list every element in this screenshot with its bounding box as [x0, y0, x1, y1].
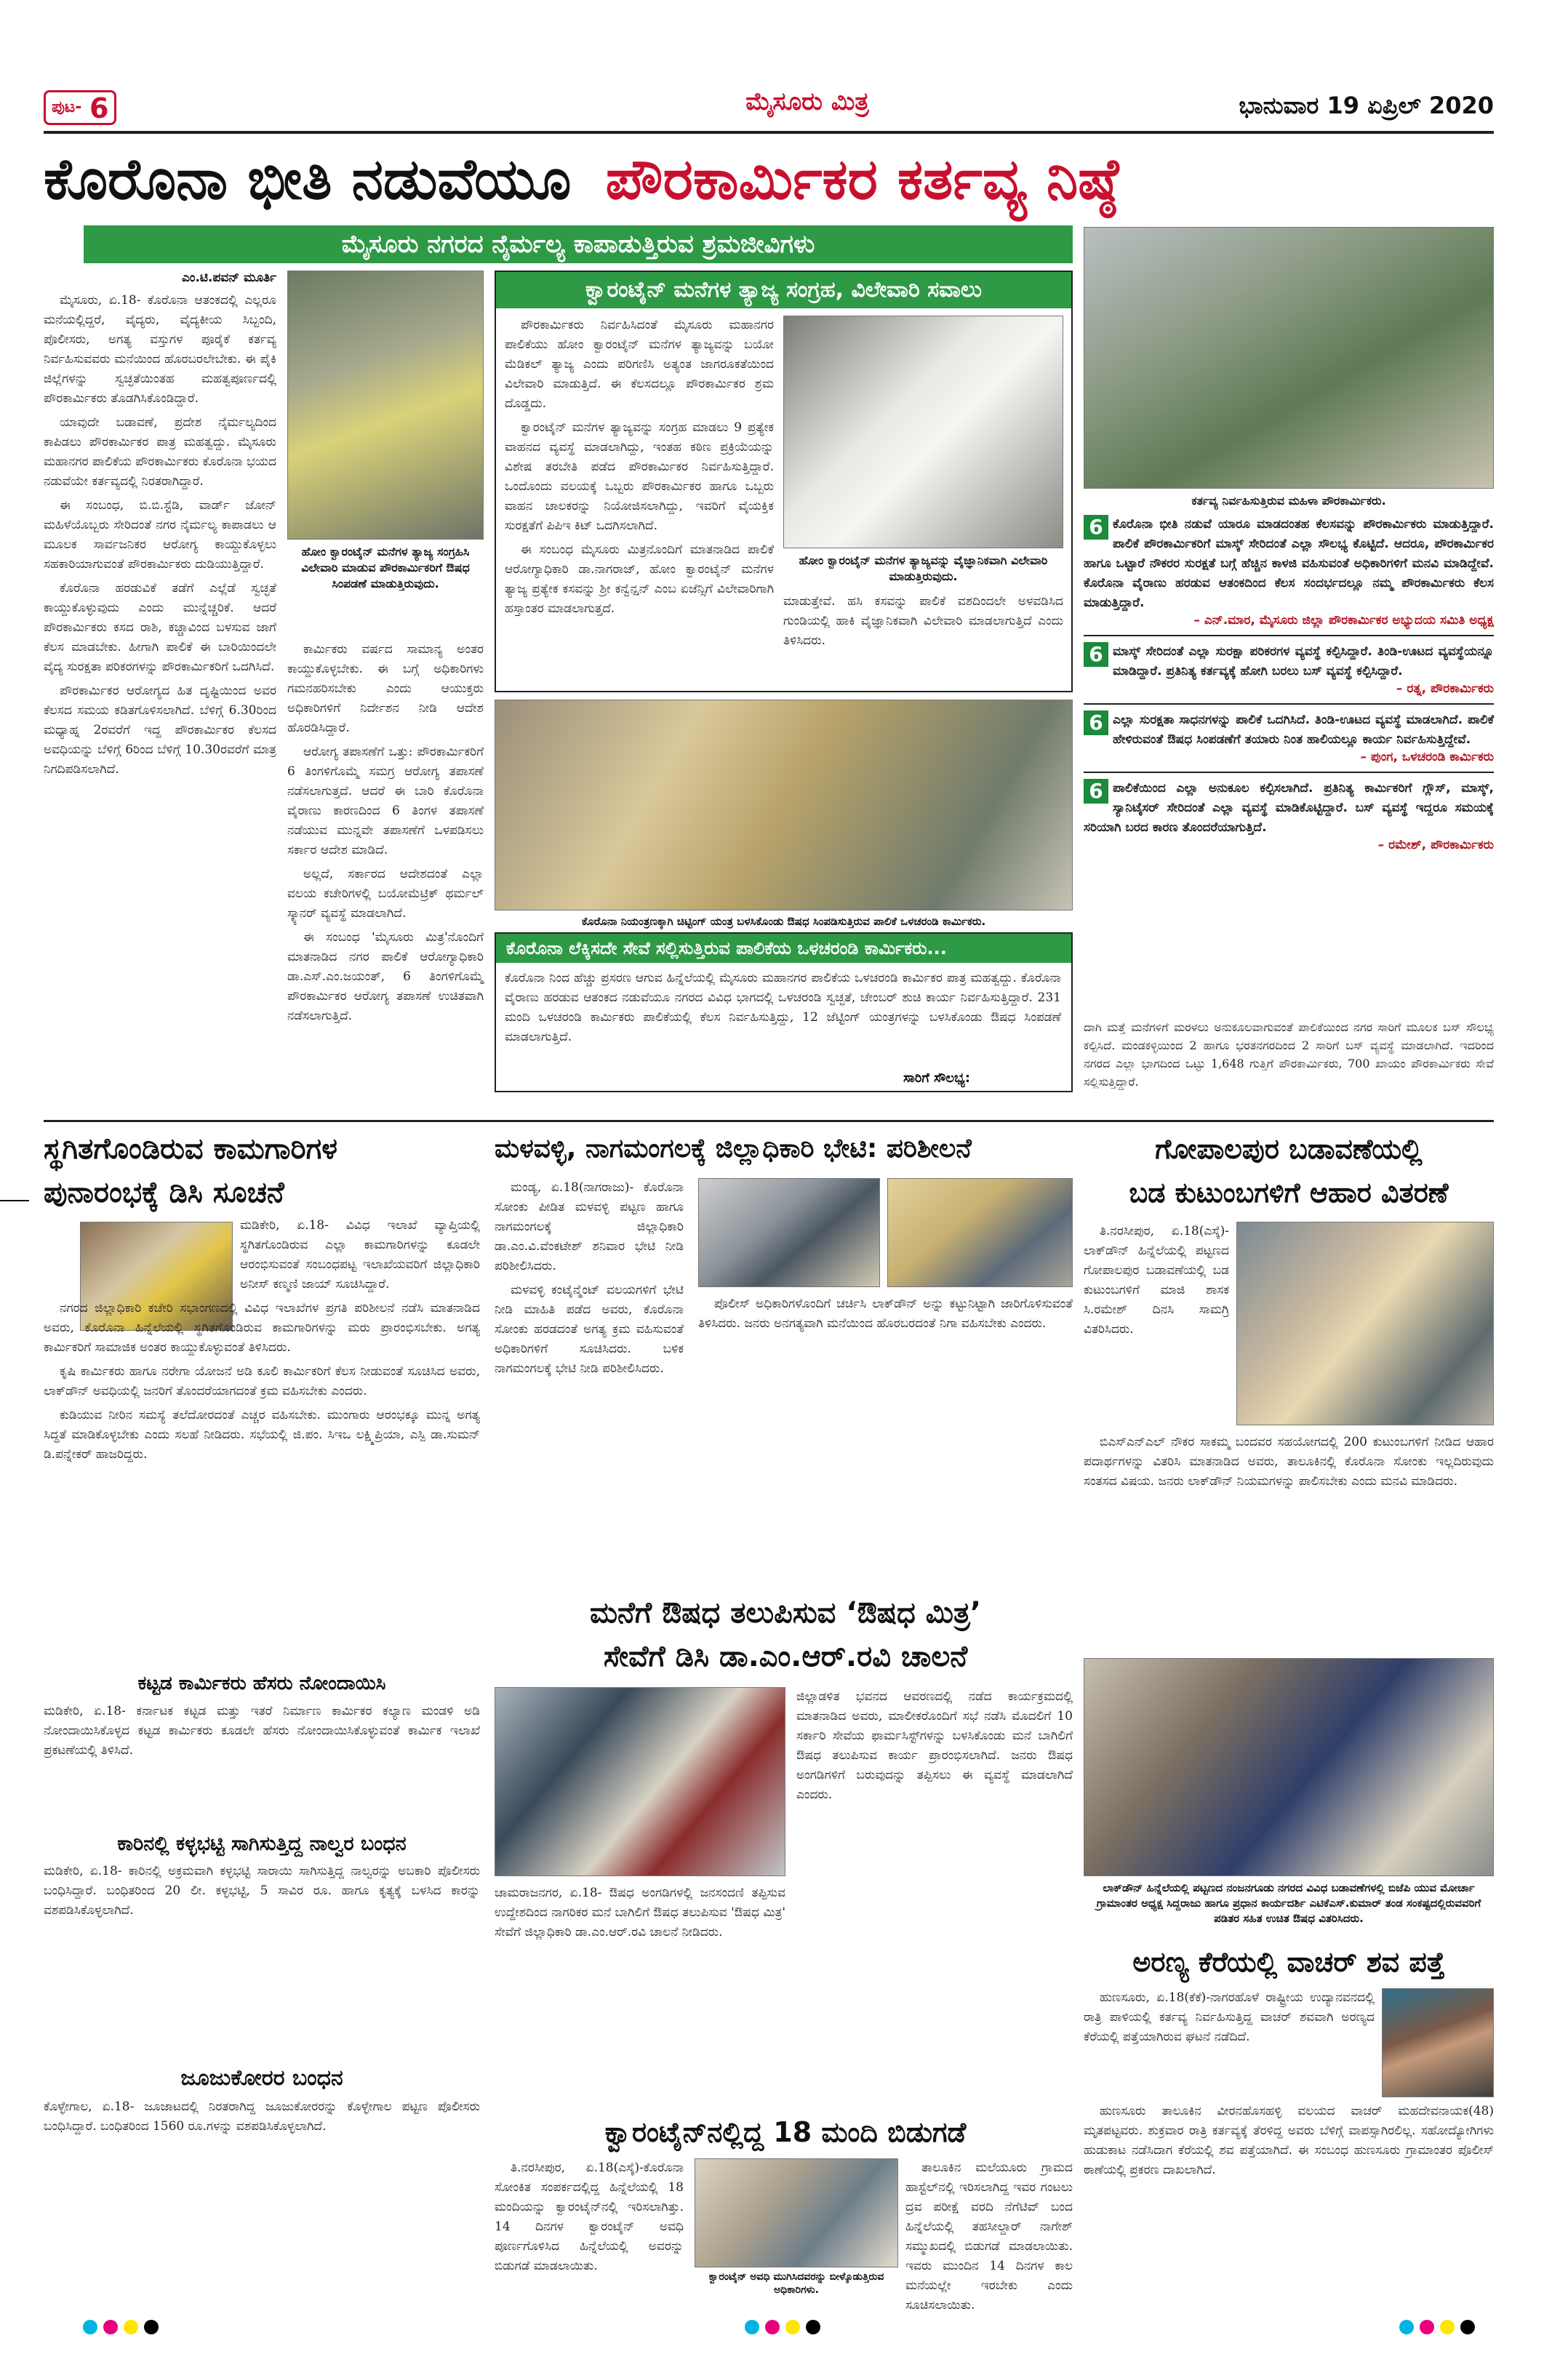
women-workers-caption: ಕರ್ತವ್ಯ ನಿರ್ವಹಿಸುತ್ತಿರುವ ಮಹಿಳಾ ಪೌರಕಾರ್ಮಿಕರು. [1191, 494, 1386, 508]
registration-dots-right [1396, 2320, 1478, 2337]
lead-banner-text: ಮೈಸೂರು ನಗರದ ನೈರ್ಮಲ್ಯ ಕಾಪಾಡುತ್ತಿರುವ ಶ್ರಮಜೀವಿಗಳು [341, 230, 815, 259]
quarantine-body-col1 [505, 316, 774, 686]
transport-side-text: ದಾಗಿ ಮತ್ತೆ ಮನೆಗಳಿಗೆ ಮರಳಲು ಅನುಕೂಲವಾಗುವಂತೆ ಪಾಲಿಕೆಯಿಂದ ನಗರ ಸಾರಿಗೆ ಮೂಲಕ ಬಸ್ ಸೌಲಭ್ಯ ಕಲ್ಪಿಸಿದೆ. ಮಂಡಕಳ್ಳಿಯಿಂದ 2 ಹಾಗೂ ಭರತನಗರದಿಂದ 2 ಸಾರಿಗೆ ಬಸ್ ವ್ಯವಸ್ಥೆ ಮಾಡಲಾಗಿದೆ. ಇದರಿಂದ ನಗರದ ಎಲ್ಲಾ ಭಾಗದಿಂದ ಒಟ್ಟು 1,648 ಗುತ್ತಿಗೆ ಪೌರಕಾರ್ಮಿಕರು, 700 ಖಾಯಂ ಪೌರಕಾರ್ಮಿಕರು ಸೇವೆ ಸಲ್ಲಿಸುತ್ತಿದ್ದಾರೆ. [1084, 1020, 1494, 1089]
lead-para: ಆರೋಗ್ಯ ತಪಾಸಣೆಗೆ ಒತ್ತು: ಪೌರಕಾರ್ಮಿಕರಿಗೆ 6 ತಿಂಗಳಿಗೊಮ್ಮೆ ಸಮಗ್ರ ಆರೋಗ್ಯ ತಪಾಸಣೆ ನಡೆಸಲಾಗುತ್ತದೆ. ಆದರೆ ಈ ಬಾರಿ ಕೊರೊನಾ ವೈರಾಣು ಕಾರಣದಿಂದ 6 ತಿಂಗಳ ತಪಾಸಣೆ ನಡೆಯುವ ಮುನ್ನವೇ ತಪಾಸಣೆಗೆ ಒಳಪಡಿಸಲು ಸರ್ಕಾರ ಆದೇಶ ಮಾಡಿದೆ. [287, 745, 484, 857]
watcher-headline: ಅರಣ್ಯ ಕೆರೆಯಲ್ಲಿ ವಾಚರ್ ಶವ ಪತ್ತೆ [1132, 1946, 1445, 1978]
lead-para: ಈ ಸಂಬಂಧ, ಬಿ.ಬಿ.ಸ್ಟೆಡಿ, ವಾರ್ಡ್ ಜೋನ್ ಮಹಿಳೆಯೊಬ್ಬರು ಸೇರಿದಂತೆ ನಗರ ನೈರ್ಮಲ್ಯ ಕಾಪಾಡಲು ಆ ಮೂಲಕ ಸಾರ್ವಜನಿಕರ ಆರೋಗ್ಯ ಕಾಯ್ದುಕೊಳ್ಳಲು ಸಹಕಾರಿಯಾಗುವಂತೆ ಪೌರಕಾರ್ಮಿಕರು ದುಡಿಯುತ್ತಿದ್ದಾರೆ. [44, 498, 276, 572]
sanitizing-photo-caption: ಹೋಂ ಕ್ವಾರಂಟೈನ್ ಮನೆಗಳ ತ್ಯಾಜ್ಯ ಸಂಗ್ರಹಿಸಿ ವಿಲೇವಾರಿ ಮಾಡುವ ಪೌರಕಾರ್ಮಿಕರಿಗೆ ಔಷಧ ಸಿಂಪಡಣೆ ಮಾಡುತ್ತಿರುವುದು. [301, 545, 470, 590]
page-label: ಪುಟ- [52, 98, 82, 116]
resume-para: ನಗರದ ಜಿಲ್ಲಾಧಿಕಾರಿ ಕಚೇರಿ ಸಭಾಂಗಣದಲ್ಲಿ ವಿವಿಧ ಇಲಾಖೆಗಳ ಪ್ರಗತಿ ಪರಿಶೀಲನೆ ನಡೆಸಿ ಮಾತನಾಡಿದ ಅವರು, ಕೊರೊನಾ ಹಿನ್ನೆಲೆಯಲ್ಲಿ ಸ್ಥಗಿತಗೊಂಡಿರುವ ಕಾಮಗಾರಿಗಳನ್ನು ಮರು ಪ್ರಾರಂಭಿಸಬೇಕು. ಅಗತ್ಯ ಕಾರ್ಮಿಕರಿಗೆ ಸಾಮಾಜಿಕ ಅಂತರ ಕಾಯ್ದುಕೊಳ್ಳುವಂತೆ ತಿಳಿಸಿದರು. [44, 1301, 481, 1355]
quote-text: ಮಾಸ್ಕ್ ಸೇರಿದಂತೆ ಎಲ್ಲಾ ಸುರಕ್ಷಾ ಪರಿಕರಗಳ ವ್ಯವಸ್ಥೆ ಕಲ್ಪಿಸಿದ್ದಾರೆ. ತಿಂಡಿ-ಊಟದ ವ್ಯವಸ್ಥೆಯನ್ನೂ ಮಾಡಿದ್ದಾರೆ. ಪ್ರತಿನಿತ್ಯ ಕರ್ತವ್ಯಕ್ಕೆ ಹೋಗಿ ಬರಲು ಬಸ್ ವ್ಯವಸ್ಥೆ ಕಲ್ಪಿಸಿದ್ದಾರೆ. [1113, 644, 1494, 678]
aushadha-headline-2: ಸೇವೆಗೆ ಡಿಸಿ ಡಾ.ಎಂ.ಆರ್.ರವಿ ಚಾಲನೆ [603, 1640, 968, 1673]
dc-visit-para: ಮಳವಳ್ಳಿ ಕಂಟೈನ್ಮೆಂಟ್ ವಲಯಗಳಿಗೆ ಭೇಟಿ ನೀಡಿ ಮಾಹಿತಿ ಪಡೆದ ಅವರು, ಕೊರೊನಾ ಸೋಂಕು ಹರಡದಂತೆ ಅಗತ್ಯ ಕ್ರಮ ವಹಿಸುವಂತೆ ಅಧಿಕಾರಿಗಳಿಗೆ ಸೂಚಿಸಿದರು. ಬಳಿಕ ನಾಗಮಂಗಲಕ್ಕೆ ಭೇಟಿ ನೀಡಿ ಪರಿಶೀಲಿಸಿದರು. [495, 1283, 684, 1376]
dc-visit-headline: ಮಳವಳ್ಳಿ, ನಾಗಮಂಗಲಕ್ಕೆ ಜಿಲ್ಲಾಧಿಕಾರಿ ಭೇಟಿ: ಪರಿಶೀಲನೆ [495, 1134, 972, 1164]
page-label-box [44, 90, 116, 125]
biomedical-waste-caption: ಹೋಂ ಕ್ವಾರಂಟೈನ್ ಮನೆಗಳ ತ್ಯಾಜ್ಯವನ್ನು ವೈಜ್ಞಾನಿಕವಾಗಿ ವಿಲೇವಾರಿ ಮಾಡುತ್ತಿರುವುದು. [799, 553, 1048, 583]
yellow-dot [1440, 2320, 1455, 2334]
magenta-dot [1420, 2320, 1434, 2334]
gambler-arrest-body: ಕೊಳ್ಳೇಗಾಲ, ಏ.18- ಜೂಜಾಟದಲ್ಲಿ ನಿರತರಾಗಿದ್ದ ಜೂಜುಕೋರರನ್ನು ಕೊಳ್ಳೇಗಾಲ ಪಟ್ಟಣ ಪೊಲೀಸರು ಬಂಧಿಸಿದ್ದಾರೆ. ಬಂಧಿತರಿಂದ 1560 ರೂ.ಗಳನ್ನು ವಶಪಡಿಸಿಕೊಳ್ಳಲಾಗಿದೆ. [44, 2099, 480, 2134]
drainage-box [495, 932, 1073, 1092]
quote-mark-icon: 6 [1084, 515, 1108, 540]
dc-visit-photo-2 [887, 1178, 1073, 1287]
lead-headline-black: ಕೊರೊನಾ ಭೀತಿ ನಡುವೆಯೂ [44, 147, 572, 212]
quote-signature: – ಪುಂಗ, ಒಳಚರಂಡಿ ಕಾರ್ಮಿಕರು [1360, 750, 1494, 764]
crop-mark [0, 1200, 29, 1201]
ration-photo-2 [1084, 1658, 1494, 1876]
building-workers-body: ಮಡಿಕೇರಿ, ಏ.18- ಕರ್ನಾಟಕ ಕಟ್ಟಡ ಮತ್ತು ಇತರೆ ನಿರ್ಮಾಣ ಕಾರ್ಮಿಕರ ಕಲ್ಯಾಣ ಮಂಡಳಿ ಅಡಿ ನೋಂದಾಯಿಸಿಕೊಳ್ಳದ ಕಟ್ಟಡ ಕಾರ್ಮಿಕರು ಕೂಡಲೇ ಹೆಸರು ನೋಂದಾಯಿಸಿಕೊಳ್ಳುವಂತೆ ಕಾರ್ಮಿಕ ಇಲಾಖೆ ಪ್ರಕಟಣೆಯಲ್ಲಿ ತಿಳಿಸಿದೆ. [44, 1704, 480, 1758]
dc-visit-body-col1 [495, 1178, 684, 1585]
release-photo [695, 2158, 898, 2267]
quote-signature: – ರಮೇಶ್, ಪೌರಕಾರ್ಮಿಕರು [1377, 838, 1494, 852]
quote-item [1084, 635, 1494, 696]
section-rule [44, 1120, 1494, 1122]
quarantine-para: ಕ್ವಾರಂಟೈನ್ ಮನೆಗಳ ತ್ಯಾಜ್ಯವನ್ನು ಸಂಗ್ರಹ ಮಾಡಲು 9 ಪ್ರತ್ಯೇಕ ವಾಹನದ ವ್ಯವಸ್ಥೆ ಮಾಡಲಾಗಿದ್ದು, ಇಂತಹ ಕಠಿಣ ಪ್ರಕ್ರಿಯೆಯನ್ನು ವಿಶೇಷ ತರಬೇತಿ ಪಡೆದ ಪೌರಕಾರ್ಮಿಕರ ನಿರ್ವಹಿಸುತ್ತಿದ್ದಾರೆ. ಒಂದೊಂದು ವಲಯಕ್ಕೆ ಒಬ್ಬರು ಪೌರಕಾರ್ಮಿಕರ ಹಾಗೂ ಒಬ್ಬರು ವಾಹನ ಚಾಲಕರನ್ನು ನಿಯೋಜಿಸಲಾಗಿದ್ದು, ಇವರಿಗೆ ವೈಯಕ್ತಿಕ ಸುರಕ್ಷತೆಗೆ ಪಿಪಿಇ ಕಿಟ್ ಒದಗಿಸಲಾಗಿದೆ. [505, 420, 774, 533]
ration-photo-caption: ಲಾಕ್‌ಡೌನ್ ಹಿನ್ನೆಲೆಯಲ್ಲಿ ಪಟ್ಟಣದ ನಂಜನಗೂಡು ನಗರದ ವಿವಿಧ ಬಡಾವಣೆಗಳಲ್ಲಿ ಬಿಜೆಪಿ ಯುವ ಮೋರ್ಚಾ ಗ್ರಾಮಾಂತರ ಅಧ್ಯಕ್ಷ ಸಿದ್ದರಾಜು ಹಾಗೂ ಪ್ರಧಾನ ಕಾರ್ಯದರ್ಶಿ ಎಟಿಕೆಎಸ್.ಕುಮಾರ್ ತಂಡ ಸಂಕಷ್ಟದಲ್ಲಿರುವವರಿಗೆ ಪಡಿತರ ಸಹಿತ ಉಚಿತ ಔಷಧ ವಿತರಿಸಿದರು. [1096, 1881, 1481, 1925]
quote-item [1084, 515, 1494, 628]
resume-headline-1: ಸ್ಥಗಿತಗೊಂಡಿರುವ ಕಾಮಗಾರಿಗಳ [44, 1132, 337, 1166]
quarantine-para: ಪೌರಕಾರ್ಮಿಕರು ನಿರ್ವಹಿಸಿದಂತೆ ಮೈಸೂರು ಮಹಾನಗರ ಪಾಲಿಕೆಯು ಹೋಂ ಕ್ವಾರಂಟೈನ್ ಮನೆಗಳ ತ್ಯಾಜ್ಯವನ್ನು ಬಯೋ ಮೆಡಿಕಲ್ ತ್ಯಾಜ್ಯ ಎಂದು ಪರಿಗಣಿಸಿ ಅತ್ಯಂತ ಜಾಗರೂಕತೆಯಿಂದ ವಿಲೇವಾರಿ ಮಾಡುತ್ತಿದೆ. ಈ ಕೆಲಸದಲ್ಲೂ ಪೌರಕಾರ್ಮಿಕರ ಶ್ರಮ ದೊಡ್ಡದು. [505, 318, 774, 411]
release-body-col1 [495, 2158, 684, 2297]
sanitizing-photo [287, 271, 484, 540]
quote-item [1084, 703, 1494, 764]
dc-visit-para: ಮಂಡ್ಯ, ಏ.18(ನಾಗರಾಜು)- ಕೊರೊನಾ ಸೋಂಕು ಪೀಡಿತ ಮಳವಳ್ಳಿ ಪಟ್ಟಣ ಹಾಗೂ ನಾಗಮಂಗಲಕ್ಕೆ ಜಿಲ್ಲಾಧಿಕಾರಿ ಡಾ.ಎಂ.ವಿ.ವೆಂಕಟೇಶ್ ಶನಿವಾರ ಭೇಟಿ ನೀಡಿ ಪರಿಶೀಲಿಸಿದರು. [495, 1180, 684, 1273]
resume-body [44, 1216, 480, 1667]
release-para: ತಾಲೂಕಿನ ಮಲೆಯೂರು ಗ್ರಾಮದ ಹಾಸ್ಟೆಲ್‌ನಲ್ಲಿ ಇರಿಸಲಾಗಿದ್ದ ಇವರ ಗಂಟಲು ದ್ರವ ಪರೀಕ್ಷೆ ವರದಿ ನೆಗೆಟಿವ್ ಬಂದ ಹಿನ್ನೆಲೆಯಲ್ಲಿ ತಹಸೀಲ್ದಾರ್ ನಾಗೇಶ್ ಸಮ್ಮುಖದಲ್ಲಿ ಬಿಡುಗಡೆ ಮಾಡಲಾಯಿತು. ಇವರು ಮುಂದಿನ 14 ದಿನಗಳ ಕಾಲ ಮನೆಯಲ್ಲೇ ಇರಬೇಕು ಎಂದು ಸೂಚಿಸಲಾಯಿತು. [905, 2161, 1073, 2313]
quarantine-para: ಈ ಸಂಬಂಧ ಮೈಸೂರು ಮಿತ್ರನೊಂದಿಗೆ ಮಾತನಾಡಿದ ಪಾಲಿಕೆ ಆರೋಗ್ಯಾಧಿಕಾರಿ ಡಾ.ನಾಗರಾಜ್, ಹೋಂ ಕ್ವಾರಂಟೈನ್ ಮನೆಗಳ ತ್ಯಾಜ್ಯ ಪ್ರತ್ಯೇಕ ಕಸವನ್ನು ಶ್ರೀ ಕನ್ವೆನ್ಷನ್ ಎಂಬ ಏಜೆನ್ಸಿಗೆ ವಿಲೇವಾರಿಗಾಗಿ ಹಸ್ತಾಂತರ ಮಾಡಲಾಗುತ್ತದೆ. [505, 543, 774, 616]
release-para: ತಿ.ನರಸೀಪುರ, ಏ.18(ಎಸ್ಕೆ)-ಕೊರೊನಾ ಸೋಂಕಿತ ಸಂಪರ್ಕದಲ್ಲಿದ್ದ ಹಿನ್ನೆಲೆಯಲ್ಲಿ 18 ಮಂದಿಯನ್ನು ಕ್ವಾರಂಟೈನ್‌ನಲ್ಲಿ ಇರಿಸಲಾಗಿತ್ತು. 14 ದಿನಗಳ ಕ್ವಾರಂಟೈನ್ ಅವಧಿ ಪೂರ್ಣಗೊಳಿಸಿದ ಹಿನ್ನೆಲೆಯಲ್ಲಿ ಅವರನ್ನು ಬಿಡುಗಡೆ ಮಾಡಲಾಯಿತು. [495, 2161, 684, 2273]
quote-signature: – ರತ್ನ, ಪೌರಕಾರ್ಮಿಕರು [1396, 681, 1494, 696]
ration-body-col2 [1084, 1433, 1494, 1651]
black-dot [1460, 2320, 1475, 2334]
paper-name: ಮೈಸೂರು ಮಿತ್ರ [745, 87, 869, 116]
dc-visit-para: ಪೊಲೀಸ್ ಅಧಿಕಾರಿಗಳೊಂದಿಗೆ ಚರ್ಚಿಸಿ ಲಾಕ್‌ಡೌನ್ ಅನ್ನು ಕಟ್ಟುನಿಟ್ಟಾಗಿ ಜಾರಿಗೊಳಿಸುವಂತೆ ತಿಳಿಸಿದರು. ಜನರು ಅನಗತ್ಯವಾಗಿ ಮನೆಯಿಂದ ಹೊರಬರದಂತೆ ನಿಗಾ ವಹಿಸಬೇಕು ಎಂದರು. [698, 1297, 1073, 1331]
lead-para: ಪೌರಕಾರ್ಮಿಕರ ಆರೋಗ್ಯದ ಹಿತ ದೃಷ್ಟಿಯಿಂದ ಅವರ ಕೆಲಸದ ಸಮಯ ಕಡಿತಗೊಳಿಸಲಾಗಿದೆ. ಬೆಳಿಗ್ಗೆ 6.30ರಿಂದ ಮಧ್ಯಾಹ್ನ 2ರವರೆಗೆ ಇದ್ದ ಪೌರಕಾರ್ಮಿಕರ ಕೆಲಸದ ಅವಧಿಯನ್ನು ಬೆಳಿಗ್ಗೆ 6ರಿಂದ ಬೆಳಿಗ್ಗೆ 10.30ರವರೆಗೆ ಮಾತ್ರ ನಿಗದಿಪಡಿಸಲಾಗಿದೆ. [44, 684, 276, 777]
cyan-dot [1399, 2320, 1414, 2334]
gambler-arrest-headline: ಜೂಜುಕೋರರ ಬಂಧನ [180, 2065, 343, 2091]
black-dot [806, 2320, 820, 2334]
watcher-para: ಹುಣಸೂರು, ಏ.18(ಕೆಕೆ)-ನಾಗರಹೊಳೆ ರಾಷ್ಟ್ರೀಯ ಉದ್ಯಾನವನದಲ್ಲಿ ರಾತ್ರಿ ಪಾಳಿಯಲ್ಲಿ ಕರ್ತವ್ಯ ನಿರ್ವಹಿಸುತ್ತಿದ್ದ ವಾಚರ್ ಶವವಾಗಿ ಅರಣ್ಯದ ಕೆರೆಯಲ್ಲಿ ಪತ್ತೆಯಾಗಿರುವ ಘಟನೆ ನಡೆದಿದೆ. [1084, 1990, 1375, 2044]
ration-para: ಬಿಎಸ್ಎನ್ಎಲ್ ನೌಕರ ಸಾಕಮ್ಮ ಬಂದವರ ಸಹಯೋಗದಲ್ಲಿ 200 ಕುಟುಂಬಗಳಿಗೆ ನೀಡಿದ ಆಹಾರ ಪದಾರ್ಥಗಳನ್ನು ವಿತರಿಸಿ ಮಾತನಾಡಿದ ಅವರು, ತಾಲೂಕಿನಲ್ಲಿ ಕೊರೊನಾ ಸೋಂಕು ಇಲ್ಲದಿರುವುದು ಸಂತಸದ ವಿಷಯ. ಜನರು ಲಾಕ್‌ಡೌನ್ ನಿಯಮಗಳನ್ನು ಪಾಲಿಸಬೇಕು ಎಂದು ಮನವಿ ಮಾಡಿದರು. [1084, 1435, 1494, 1489]
magenta-dot [103, 2320, 118, 2334]
black-dot [144, 2320, 159, 2334]
lead-para: ಈ ಸಂಬಂಧ 'ಮೈಸೂರು ಮಿತ್ರ'ನೊಂದಿಗೆ ಮಾತನಾಡಿದ ನಗರ ಪಾಲಿಕೆ ಆರೋಗ್ಯಾಧಿಕಾರಿ ಡಾ.ಎಸ್.ಎಂ.ಜಯಂತ್, 6 ತಿಂಗಳಿಗೊಮ್ಮೆ ಪೌರಕಾರ್ಮಿಕರ ಆರೋಗ್ಯ ತಪಾಸಣೆ ಉಚಿತವಾಗಿ ನಡೆಸಲಾಗುತ್ತಿದೆ. [287, 930, 484, 1023]
magenta-dot [765, 2320, 780, 2334]
masthead-rule [44, 131, 1494, 134]
resume-para: ಮಡಿಕೇರಿ, ಏ.18- ವಿವಿಧ ಇಲಾಖೆ ವ್ಯಾಪ್ತಿಯಲ್ಲಿ ಸ್ಥಗಿತಗೊಂಡಿರುವ ಎಲ್ಲಾ ಕಾಮಗಾರಿಗಳನ್ನು ಕೂಡಲೇ ಆರಂಭಿಸುವಂತೆ ಸಂಬಂಧಪಟ್ಟ ಇಲಾಖೆಯವರಿಗೆ ಜಿಲ್ಲಾಧಿಕಾರಿ ಅನೀಸ್ ಕಣ್ಮಣಿ ಜಾಯ್ ಸೂಚಿಸಿದ್ದಾರೆ. [240, 1218, 480, 1292]
resume-para: ಕೃಷಿ ಕಾರ್ಮಿಕರು ಹಾಗೂ ನರೇಗಾ ಯೋಜನೆ ಅಡಿ ಕೂಲಿ ಕಾರ್ಮಿಕರಿಗೆ ಕೆಲಸ ನೀಡುವಂತೆ ಸೂಚಿಸಿದ ಅವರು, ಲಾಕ್‌ಡೌನ್ ಅವಧಿಯಲ್ಲಿ ಜನರಿಗೆ ತೊಂದರೆಯಾಗದಂತೆ ಕ್ರಮ ವಹಿಸಬೇಕು ಎಂದರು. [44, 1364, 480, 1398]
release-headline: ಕ್ವಾರಂಟೈನ್‌ನಲ್ಲಿದ್ದ 18 ಮಂದಿ ಬಿಡುಗಡೆ [604, 2116, 967, 2148]
watcher-portrait [1382, 1988, 1494, 2097]
lead-para: ಯಾವುದೇ ಬಡಾವಣೆ, ಪ್ರದೇಶ ನೈರ್ಮಲ್ಯದಿಂದ ಕಾಪಿಡಲು ಪೌರಕಾರ್ಮಿಕರ ಪಾತ್ರ ಮಹತ್ವದ್ದು. ಮೈಸೂರು ಮಹಾನಗರ ಪಾಲಿಕೆಯ ಪೌರಕಾರ್ಮಿಕರು ಕೊರೊನಾ ಭಯದ ನಡುವೆಯೇ ಕರ್ತವ್ಯದಲ್ಲಿ ನಿರತರಾಗಿದ್ದಾರೆ. [44, 415, 276, 489]
yellow-dot [785, 2320, 800, 2334]
release-body-col2 [905, 2158, 1073, 2313]
aushadha-caption: ಚಾಮರಾಜನಗರ, ಏ.18- ಔಷಧ ಅಂಗಡಿಗಳಲ್ಲಿ ಜನಸಂದಣಿ ತಪ್ಪಿಸುವ ಉದ್ದೇಶದಿಂದ ನಾಗರಿಕರ ಮನೆ ಬಾಗಿಲಿಗೆ ಔಷಧ ತಲುಪಿಸುವ 'ಔಷಧ ಮಿತ್ರ' ಸೇವೆಗೆ ಜಿಲ್ಲಾಧಿಕಾರಿ ಡಾ.ಎಂ.ಆರ್.ರವಿ ಚಾಲನೆ ನೀಡಿದರು. [495, 1886, 785, 1939]
arrack-arrest-body: ಮಡಿಕೇರಿ, ಏ.18- ಕಾರಿನಲ್ಲಿ ಅಕ್ರಮವಾಗಿ ಕಳ್ಳಭಟ್ಟಿ ಸಾರಾಯಿ ಸಾಗಿಸುತ್ತಿದ್ದ ನಾಲ್ವರನ್ನು ಅಬಕಾರಿ ಪೊಲೀಸರು ಬಂಧಿಸಿದ್ದಾರೆ. ಬಂಧಿತರಿಂದ 20 ಲೀ. ಕಳ್ಳಭಟ್ಟಿ, 5 ಸಾವಿರ ರೂ. ಹಾಗೂ ಕೃತ್ಯಕ್ಕೆ ಬಳಸಿದ ಕಾರನ್ನು ವಶಪಡಿಸಿಕೊಳ್ಳಲಾಗಿದೆ. [44, 1864, 480, 1918]
women-workers-photo [1084, 227, 1494, 489]
lead-para: ಅಲ್ಲದೆ, ಸರ್ಕಾರದ ಆದೇಶದಂತೆ ಎಲ್ಲಾ ವಲಯ ಕಚೇರಿಗಳಲ್ಲಿ ಬಯೋಮೆಟ್ರಿಕ್ ಥರ್ಮಲ್ ಸ್ಕ್ಯಾನರ್ ವ್ಯವಸ್ಥೆ ಮಾಡಲಾಗಿದೆ. [287, 867, 484, 921]
lead-para: ಕೊರೊನಾ ಹರಡುವಿಕೆ ತಡೆಗೆ ಎಲ್ಲೆಡೆ ಸ್ವಚ್ಛತೆ ಕಾಯ್ದುಕೊಳ್ಳುವುದು ಎಂದು ಮುನ್ನೆಚ್ಚರಿಕೆ. ಆದರೆ ಪೌರಕಾರ್ಮಿಕರು ಕಸದ ರಾಶಿ, ಕಚ್ಚಾವಿಂದ ಬಳಸುವ ಜಾಗೆ ಕೆಲಸ ಮಾಡಬೇಕು. ಹೀಗಾಗಿ ಪಾಲಿಕೆ ಈ ಬಾರಿಯಿಂದಲೇ ವೈದ್ಯ ಸುರಕ್ಷತಾ ಪರಿಕರಗಳನ್ನು ಪೌರಕಾರ್ಮಿಕರಿಗೆ ಒದಗಿಸಿದೆ. [44, 581, 276, 674]
jetting-machine-caption: ಕೊರೊನಾ ನಿಯಂತ್ರಣಕ್ಕಾಗಿ ಚಿಟ್ಟಿಂಗ್ ಯಂತ್ರ ಬಳಸಿಕೊಂಡು ಔಷಧ ಸಿಂಪಡಿಸುತ್ತಿರುವ ಪಾಲಿಕೆ ಒಳಚರಂಡಿ ಕಾರ್ಮಿಕರು. [581, 915, 986, 928]
registration-dots-left [80, 2320, 161, 2337]
quarantine-title-text: ಕ್ವಾರಂಟೈನ್ ಮನೆಗಳ ತ್ಯಾಜ್ಯ ಸಂಗ್ರಹ, ವಿಲೇವಾರಿ ಸವಾಲು [585, 277, 982, 303]
dc-visit-body-col2 [698, 1294, 1073, 1585]
quote-mark-icon: 6 [1084, 779, 1108, 804]
drainage-banner-text: ಕೊರೊನಾ ಲೆಕ್ಕಿಸದೇ ಸೇವೆ ಸಲ್ಲಿಸುತ್ತಿರುವ ಪಾಲಿಕೆಯ ಒಳಚರಂಡಿ ಕಾರ್ಮಿಕರು... [506, 938, 947, 958]
page-number: 6 [89, 92, 109, 124]
aushadha-headline-1: ಮನೆಗೆ ಔಷಧ ತಲುಪಿಸುವ ‘ಔಷಧ ಮಿತ್ರ’ [589, 1596, 982, 1630]
watcher-body-col1 [1084, 1988, 1375, 2097]
lead-para: ಕಾರ್ಮಿಕರು ವರ್ಷದ ಸಾಮಾನ್ಯ ಅಂತರ ಕಾಯ್ದುಕೊಳ್ಳಬೇಕು. ಈ ಬಗ್ಗೆ ಅಧಿಕಾರಿಗಳು ಗಮನಹರಿಸಬೇಕು ಎಂದು ಆಯುಕ್ತರು ಅಧಿಕಾರಿಗಳಿಗೆ ನಿರ್ದೇಶನ ನೀಡಿ ಆದೇಶ ಹೊರಡಿಸಿದ್ದಾರೆ. [287, 642, 484, 735]
jetting-machine-photo [495, 700, 1073, 910]
lead-headline [44, 140, 1494, 220]
quote-text: ಪಾಲಿಕೆಯಿಂದ ಎಲ್ಲಾ ಅನುಕೂಲ ಕಲ್ಪಿಸಲಾಗಿದೆ. ಪ್ರತಿನಿತ್ಯ ಕಾರ್ಮಿಕರಿಗೆ ಗ್ಲೌಸ್, ಮಾಸ್ಕ್, ಸ್ಯಾನಿಟೈಸರ್ ಸೇರಿದಂತೆ ಎಲ್ಲಾ ವ್ಯವಸ್ಥೆ ಮಾಡಿಕೊಟ್ಟಿದ್ದಾರೆ. ಬಸ್ ವ್ಯವಸ್ಥೆ ಇದ್ದರೂ ಸಮಯಕ್ಕೆ ಸರಿಯಾಗಿ ಬರದ ಕಾರಣ ತೊಂದರೆಯಾಗುತ್ತಿದೆ. [1084, 781, 1494, 835]
drainage-body: ಕೊರೊನಾ ನಿಂದ ಹೆಚ್ಚು ಪ್ರಸರಣ ಆಗುವ ಹಿನ್ನೆಲೆಯಲ್ಲಿ ಮೈಸೂರು ಮಹಾನಗರ ಪಾಲಿಕೆಯ ಒಳಚರಂಡಿ ಕಾರ್ಮಿಕರ ಪಾತ್ರ ಮಹತ್ವದ್ದು. ಕೊರೊನಾ ವೈರಾಣು ಹರಡುವ ಆತಂಕದ ನಡುವೆಯೂ ನಗರದ ವಿವಿಧ ಭಾಗದಲ್ಲಿ ಒಳಚರಂಡಿ ಸ್ವಚ್ಛತೆ, ಚೇಂಬರ್ ಶುಚಿ ಕಾರ್ಯ ನಿರ್ವಹಿಸುತ್ತಿದ್ದಾರೆ. 231 ಮಂದಿ ಒಳಚರಂಡಿ ಕಾರ್ಮಿಕರು ಪಾಲಿಕೆಯಲ್ಲಿ ಕೆಲಸ ನಿರ್ವಹಿಸುತ್ತಿದ್ದು, 12 ಜೆಟ್ಟಿಂಗ್ ಯಂತ್ರಗಳನ್ನು ಬಳಸಿಕೊಂಡು ಔಷಧ ಸಿಂಪಡಣೆ ಮಾಡಲಾಗುತ್ತಿದೆ. [505, 971, 1061, 1044]
lead-body-col2 [287, 640, 484, 1091]
release-photo-caption: ಕ್ವಾರಂಟೈನ್ ಅವಧಿ ಮುಗಿಸಿದವರನ್ನು ಬೀಳ್ಕೊಡುತ್ತಿರುವ ಅಧಿಕಾರಿಗಳು. [708, 2271, 884, 2296]
transport-subhead: ಸಾರಿಗೆ ಸೌಲಭ್ಯ: [903, 1070, 971, 1086]
quarantine-body-tail: ಮಾಡುತ್ತೇವೆ. ಹಸಿ ಕಸವನ್ನು ಪಾಲಿಕೆ ವಶದಿಂದಲೇ ಅಳವಡಿಸಿದ ಗುಂಡಿಯಲ್ಲಿ ಹಾಕಿ ವೈಜ್ಞಾನಿಕವಾಗಿ ವಿಲೇವಾರಿ ಮಾಡಲಾಗುತ್ತಿದೆ ಎಂದು ತಿಳಿಸಿದರು. [783, 594, 1063, 648]
cyan-dot [745, 2320, 759, 2334]
quarantine-box [495, 271, 1073, 692]
watcher-body-col2 [1084, 2102, 1494, 2298]
aushadha-body: ಜಿಲ್ಲಾಡಳಿತ ಭವನದ ಆವರಣದಲ್ಲಿ ನಡೆದ ಕಾರ್ಯಕ್ರಮದಲ್ಲಿ ಮಾತನಾಡಿದ ಅವರು, ಮಾಲೀಕರೊಂದಿಗೆ ಸಭೆ ನಡೆಸಿ ಮೊದಲಿಗೆ 10 ಸರ್ಕಾರಿ ಸೇವೆಯ ಫಾರ್ಮಸಿಸ್ಟ್‌ಗಳನ್ನು ಬಳಸಿಕೊಂಡು ಮನೆ ಬಾಗಿಲಿಗೆ ಔಷಧ ತಲುಪಿಸುವ ಕಾರ್ಯ ಪ್ರಾರಂಭಿಸಲಾಗಿದೆ. ಜನರು ಔಷಧ ಅಂಗಡಿಗಳಿಗೆ ಬರುವುದನ್ನು ತಪ್ಪಿಸಲು ಈ ವ್ಯವಸ್ಥೆ ಮಾಡಲಾಗಿದೆ ಎಂದರು. [796, 1689, 1073, 1802]
quote-text: ಎಲ್ಲಾ ಸುರಕ್ಷತಾ ಸಾಧನಗಳನ್ನು ಪಾಲಿಕೆ ಒದಗಿಸಿದೆ. ತಿಂಡಿ-ಊಟದ ವ್ಯವಸ್ಥೆ ಮಾಡಲಾಗಿದೆ. ಪಾಲಿಕೆ ಹೇಳಿರುವಂತೆ ಔಷಧ ಸಿಂಪಡಣೆಗೆ ತಯಾರು ನಿಂತ ಹಾಲಿಯಲ್ಲೂ ಕಾರ್ಯ ನಿರ್ವಹಿಸುತ್ತಿದ್ದೇವೆ. [1113, 713, 1494, 747]
watcher-para: ಹುಣಸೂರು ತಾಲೂಕಿನ ವೀರನಹೊಸಹಳ್ಳಿ ವಲಯದ ವಾಚರ್ ಮಹದೇವನಾಯಕ(48) ಮೃತಪಟ್ಟವರು. ಶುಕ್ರವಾರ ರಾತ್ರಿ ಕರ್ತವ್ಯಕ್ಕೆ ತೆರಳಿದ್ದ ಅವರು ಬೆಳಿಗ್ಗೆ ವಾಪಸ್ಸಾಗಿರಲಿಲ್ಲ. ಸಹೋದ್ಯೋಗಿಗಳು ಹುಡುಕಾಟ ನಡೆಸಿದಾಗ ಕೆರೆಯಲ್ಲಿ ಶವ ಪತ್ತೆಯಾಗಿದೆ. ಈ ಸಂಬಂಧ ಹುಣಸೂರು ಗ್ರಾಮಾಂತರ ಪೊಲೀಸ್ ಠಾಣೆಯಲ್ಲಿ ಪ್ರಕರಣ ದಾಖಲಾಗಿದೆ. [1084, 2104, 1494, 2177]
ration-para: ತಿ.ನರಸೀಪುರ, ಏ.18(ಎಸ್ಕೆ)- ಲಾಕ್‌ಡೌನ್ ಹಿನ್ನೆಲೆಯಲ್ಲಿ ಪಟ್ಟಣದ ಗೋಪಾಲಪುರ ಬಡಾವಣೆಯಲ್ಲಿ ಬಡ ಕುಟುಂಬಗಳಿಗೆ ಮಾಜಿ ಶಾಸಕ ಸಿ.ರಮೇಶ್ ದಿನಸಿ ಸಾಮಗ್ರಿ ವಿತರಿಸಿದರು. [1084, 1224, 1229, 1337]
quote-mark-icon: 6 [1084, 710, 1108, 735]
issue-date: ಭಾನುವಾರ 19 ಏಪ್ರಿಲ್ 2020 [1239, 92, 1494, 119]
ration-headline-1: ಗೋಪಾಲಪುರ ಬಡಾವಣೆಯಲ್ಲಿ [1155, 1133, 1423, 1165]
biomedical-waste-photo [783, 316, 1063, 548]
ration-body-col1 [1084, 1222, 1229, 1425]
lead-body-col1 [44, 291, 276, 1091]
quote-mark-icon: 6 [1084, 642, 1108, 667]
quote-signature: – ಎನ್.ಮಾರ, ಮೈಸೂರು ಜಿಲ್ಲಾ ಪೌರಕಾರ್ಮಿಕರ ಅಭ್ಯುದಯ ಸಮಿತಿ ಅಧ್ಯಕ್ಷ [1193, 613, 1494, 628]
arrack-arrest-headline: ಕಾರಿನಲ್ಲಿ ಕಳ್ಳಭಟ್ಟಿ ಸಾಗಿಸುತ್ತಿದ್ದ ನಾಲ್ವರ ಬಂಧನ [117, 1833, 407, 1855]
yellow-dot [124, 2320, 138, 2334]
quote-item [1084, 772, 1494, 852]
ration-headline-2: ಬಡ ಕುಟುಂಬಗಳಿಗೆ ಆಹಾರ ವಿತರಣೆ [1129, 1177, 1449, 1209]
lead-byline: ಎಂ.ಟಿ.ಪವನ್ ಮೂರ್ತಿ [182, 271, 276, 285]
resume-para: ಕುಡಿಯುವ ನೀರಿನ ಸಮಸ್ಯೆ ತಲೆದೋರದಂತೆ ಎಚ್ಚರ ವಹಿಸಬೇಕು. ಮುಂಗಾರು ಆರಂಭಕ್ಕೂ ಮುನ್ನ ಅಗತ್ಯ ಸಿದ್ಧತೆ ಮಾಡಿಕೊಳ್ಳಬೇಕು ಎಂದು ಸಲಹೆ ನೀಡಿದರು. ಸಭೆಯಲ್ಲಿ ಜಿ.ಪಂ. ಸಿಇಒ ಲಕ್ಷ್ಮಿಪ್ರಿಯಾ, ಎಸ್ಪಿ ಡಾ.ಸುಮನ್ ಡಿ.ಪನ್ನೇಕರ್ ಹಾಜರಿದ್ದರು. [44, 1408, 480, 1462]
lead-banner [84, 225, 1073, 263]
ration-photo-1 [1236, 1222, 1494, 1425]
lead-para: ಮೈಸೂರು, ಏ.18- ಕೊರೊನಾ ಆತಂಕದಲ್ಲಿ ಎಲ್ಲರೂ ಮನೆಯಲ್ಲಿದ್ದರೆ, ವೈದ್ಯರು, ವೈದ್ಯಕೀಯ ಸಿಬ್ಬಂದಿ, ಪೊಲೀಸರು, ಅಗತ್ಯ ವಸ್ತುಗಳ ಪೂರೈಕೆ ಕರ್ತವ್ಯ ನಿರ್ವಹಿಸುವವರು ಮನೆಯಿಂದ ಹೊರಬರಲೇಬೇಕು. ಈ ಪೈಕಿ ಜಿಲ್ಲೆಗಳನ್ನು ಸ್ವಚ್ಛತೆಯಿಂತಹ ಮಹತ್ವಪೂರ್ಣದಲ್ಲಿ ಪೌರಕಾರ್ಮಿಕರು ತೊಡಗಿಸಿಕೊಂಡಿದ್ದಾರೆ. [44, 293, 276, 406]
cyan-dot [83, 2320, 97, 2334]
drainage-banner [496, 934, 1071, 963]
resume-headline-2: ಪುನಾರಂಭಕ್ಕೆ ಡಿಸಿ ಸೂಚನೆ [44, 1176, 284, 1209]
aushadha-launch-photo [495, 1687, 785, 1876]
lead-headline-red: ಪೌರಕಾರ್ಮಿಕರ ಕರ್ತವ್ಯ ನಿಷ್ಠೆ [605, 147, 1119, 212]
dc-visit-photo-1 [698, 1178, 880, 1287]
quarantine-box-title [496, 272, 1071, 308]
masthead [44, 86, 1494, 129]
building-workers-headline: ಕಟ್ಟಡ ಕಾರ್ಮಿಕರು ಹೆಸರು ನೋಂದಾಯಿಸಿ [137, 1673, 386, 1694]
quote-text: ಕೊರೊನಾ ಭೀತಿ ನಡುವೆ ಯಾರೂ ಮಾಡದಂತಹ ಕೆಲಸವನ್ನು ಪೌರಕಾರ್ಮಿಕರು ಮಾಡುತ್ತಿದ್ದಾರೆ. ಪಾಲಿಕೆ ಪೌರಕಾರ್ಮಿಕರಿಗೆ ಮಾಸ್ಕ್ ಸೇರಿದಂತೆ ಎಲ್ಲಾ ಸೌಲಭ್ಯ ಕೊಟ್ಟಿದೆ. ಆದರೂ, ಪೌರಕಾರ್ಮಿಕರ ಹಾಗೂ ಒಟ್ಟಾರೆ ನೌಕರರ ಸುರಕ್ಷತೆ ಬಗ್ಗೆ ಹೆಚ್ಚಿನ ಕಾಳಜಿ ವಹಿಸುವಂತೆ ಅಧಿಕಾರಿಗಳಿಗೆ ಮನವಿ ಮಾಡಿದ್ದೇವೆ. ಕೊರೊನಾ ವೈರಾಣು ಹರಡುವ ಆತಂಕದಿಂದ ಕೆಲಸ ಸಂದರ್ಭದಲ್ಲೂ ನಮ್ಮ ಪೌರಕಾರ್ಮಿಕರು ಕೆಲಸ ಮಾಡುತ್ತಿದ್ದಾರೆ. [1084, 517, 1494, 610]
registration-dots-center [742, 2320, 823, 2337]
